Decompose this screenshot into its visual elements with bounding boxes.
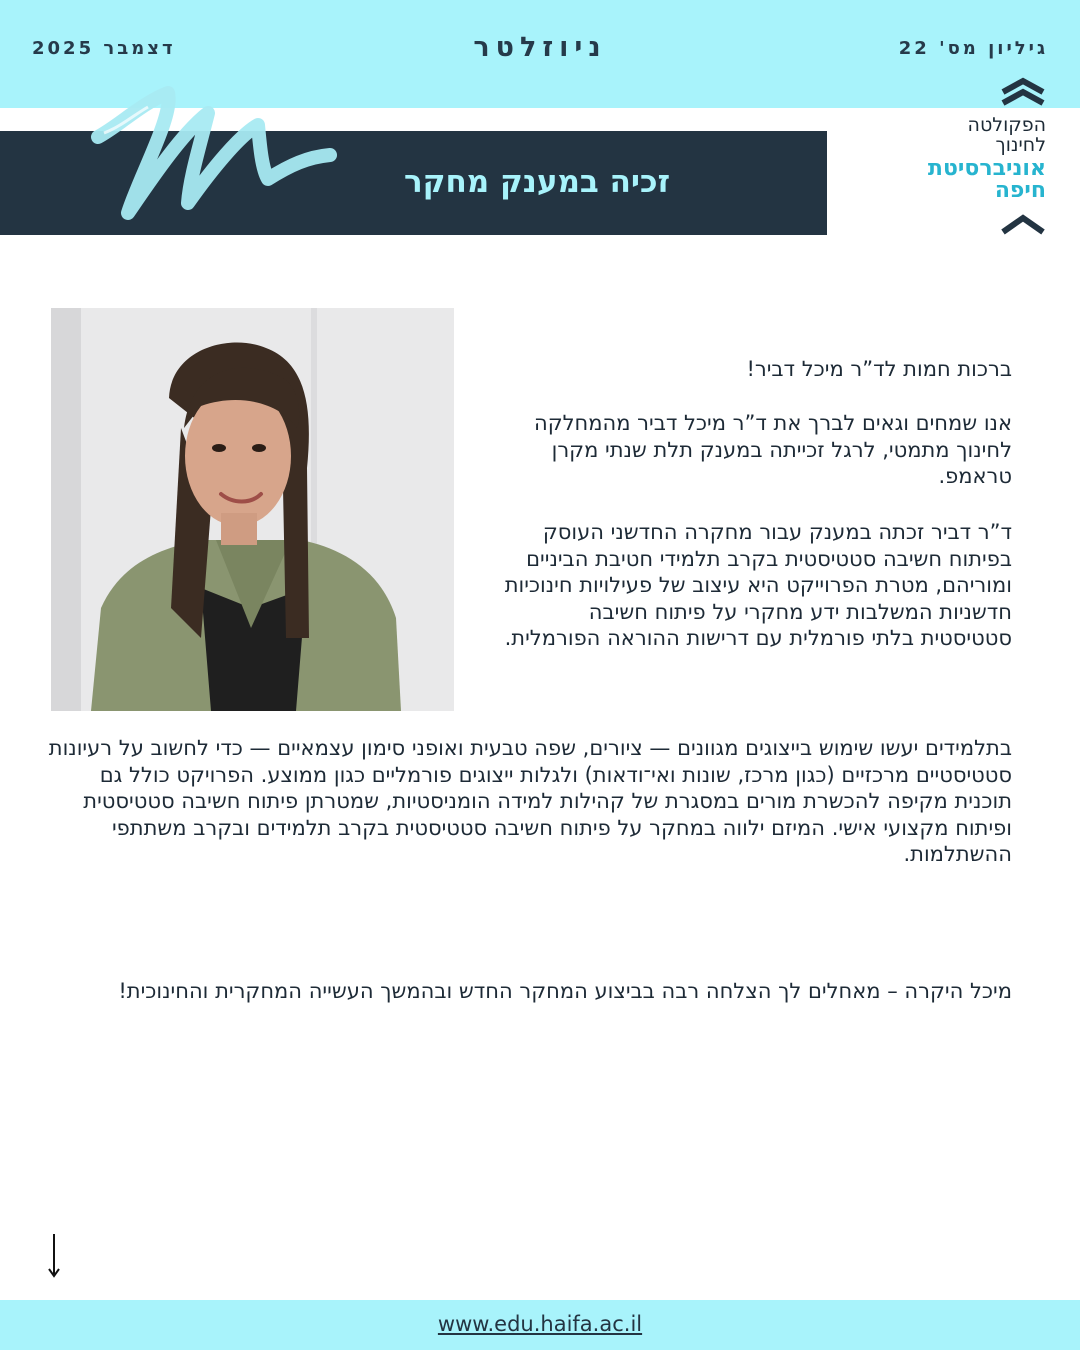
- portrait-photo: [51, 308, 454, 711]
- chevron-up-icon: [1000, 210, 1046, 240]
- website-link[interactable]: www.edu.haifa.ac.il: [437, 1312, 643, 1336]
- paragraph-research: ד”ר דביר זכתה במענק עבור מחקרה החדשני העוסק בפיתוח חשיבה סטטיסטית בקרב תלמידי חטיבת הביניים ומוריהם, מטרת הפרוייקט היא עיצוב של פעילויות חינוכיות חדשניות המשלבות ידע מחקרי על פיתוח חשיבה סטטיסטית בלתי פורמלית עם דרישות ההוראה הפורמלית.: [504, 520, 1012, 651]
- logo-faculty: הפקולטה: [967, 114, 1046, 136]
- logo-haifa: חיפה: [994, 178, 1046, 203]
- greeting-text: ברכות חמות לד”ר מיכל דביר!: [746, 357, 1012, 381]
- issue-number: גיליון מס' 22: [898, 38, 1048, 59]
- paragraph-project: בתלמידים יעשו שימוש בייצוגים מגוונים — ציורים, שפה טבעית ואופני סימון עצמאיים — כדי לחשוב על רעיונות סטטיסטיים מרכזיים (כגון מרכז, שונות ואי־ודאות) ולגלות ייצוגים פורמליים כגון ממוצע. הפרויקט כולל גם תוכנית מקיפה להכשרת מורים במסגרת של קהילות למידה הומניסטיות, שמטרתן פיתוח חשיבה סטטיסטית ופיתוח מקצועי אישי. המיזם ילווה במחקר על פיתוח חשיבה סטטיסטית בקרב תלמידים ובקרב משתתפי ההשתלמות.: [48, 736, 1012, 867]
- paragraph-wishes: מיכל היקרה – מאחלים לך הצלחה רבה בביצוע המחקר החדש ובהמשך העשייה המחקרית והחינוכית!: [118, 979, 1012, 1003]
- newsletter-label: ניוזלטר: [473, 32, 607, 63]
- logo-university: אוניברסיטת: [927, 156, 1046, 181]
- chevron-up-icon: [1000, 76, 1046, 106]
- arrow-down-icon: [44, 1232, 64, 1280]
- paragraph-announcement: אנו שמחים וגאים לברך את ד”ר מיכל דביר מהמחלקה לחינוך מתמטי, לרגל זכייתה במענק תלת שנתי מקרן טראמפ.: [533, 411, 1012, 489]
- logo-education: לחינוך: [995, 134, 1046, 156]
- issue-date: דצמבר 2025: [32, 38, 176, 59]
- brush-stroke-icon: [90, 85, 340, 225]
- page-title: זכיה במענק מחקר: [403, 164, 671, 200]
